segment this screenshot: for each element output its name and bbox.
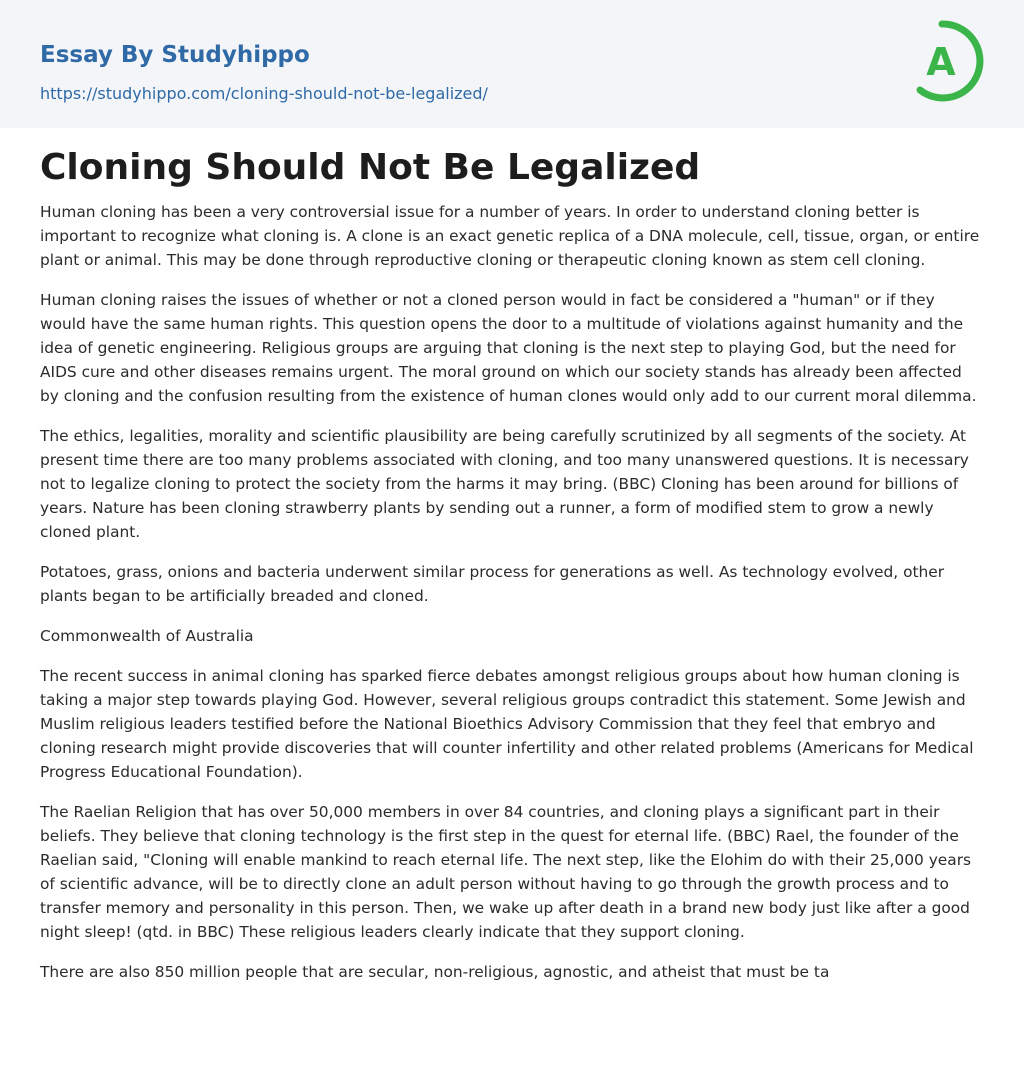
article-paragraph: The Raelian Religion that has over 50,000 members in over 84 countries, and cloning plays a significant part in their beliefs. They believe that cloning technology is the first step in the quest for eternal life. (BBC) Rael, the founder of the Raelian said, "Cloning will enable mankind to reach eternal life. The next step, like the Elohim do with their 25,000 years of scientific advance, will be to directly clone an adult person without having to go through the growth process and to transfer memory and personality in this person. Then, we wake up after death in a brand new body just like after a good night sleep! (qtd. in BBC) These religious leaders clearly indicate that they support cloning. xyxy=(40,803,972,941)
article-paragraph: The ethics, legalities, morality and scientific plausibility are being carefully scrutinized by all segments of the society. At present time there are too many problems associated with cloning, and too many unanswered questions. It is necessary not to legalize cloning to protect the society from the harms it may bring. (BBC) Cloning has been around for billions of years. Nature has been cloning strawberry plants by sending out a runner, a form of modified stem to grow a newly cloned plant. xyxy=(40,427,969,541)
article xyxy=(0,128,1024,984)
article-paragraph: The recent success in animal cloning has sparked fierce debates amongst religious groups about how human cloning is taking a major step towards playing God. However, several religious groups contradict this statement. Some Jewish and Muslim religious leaders testified before the National Bioethics Advisory Commission that they feel that embryo and cloning research might provide discoveries that will counter infertility and other related problems (Americans for Medical Progress Educational Foundation). xyxy=(40,667,974,781)
article-paragraph: Human cloning has been a very controversial issue for a number of years. In order to understand cloning better is important to recognize what cloning is. A clone is an exact genetic replica of a DNA molecule, cell, tissue, organ, or entire plant or animal. This may be done through reproductive cloning or therapeutic cloning known as stem cell cloning. xyxy=(40,203,980,269)
article-paragraph: Potatoes, grass, onions and bacteria underwent similar process for generations as well. As technology evolved, other plants began to be artificially breaded and cloned. xyxy=(40,563,945,605)
page-title: Cloning Should Not Be Legalized xyxy=(40,147,701,188)
logo-letter: A xyxy=(926,40,956,84)
site-header xyxy=(0,0,1024,128)
article-subheading: Commonwealth of Australia xyxy=(40,627,254,645)
article-paragraph: There are also 850 million people that are secular, non-religious, agnostic, and atheist that must be ta xyxy=(40,963,830,981)
page-url-link[interactable]: https://studyhippo.com/cloning-should-not-be-legalized/ xyxy=(40,84,488,103)
article-paragraph: Human cloning raises the issues of whether or not a cloned person would in fact be considered a "human" or if they would have the same human rights. This question opens the door to a multitude of violations against humanity and the idea of genetic engineering. Religious groups are arguing that cloning is the next step to playing God, but the need for AIDS cure and other diseases remains urgent. The moral ground on which our society stands has already been affected by cloning and the confusion resulting from the existence of human clones would only add to our current moral dilemma. xyxy=(40,291,977,405)
site-brand[interactable]: Essay By Studyhippo xyxy=(40,42,310,68)
studyhippo-logo-icon[interactable] xyxy=(902,18,988,104)
